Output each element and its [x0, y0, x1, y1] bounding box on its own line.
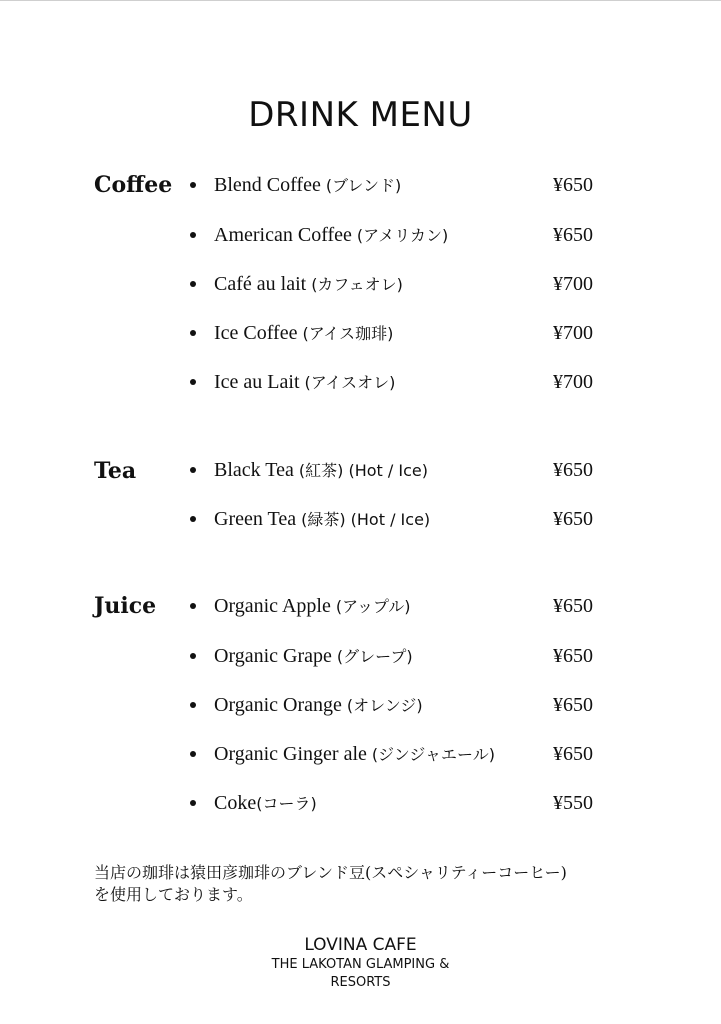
- section-label-tea: Tea: [94, 458, 137, 484]
- item-name: Blend Coffee: [214, 174, 321, 196]
- item-name: Coke: [214, 792, 257, 814]
- item-name-group: [214, 642, 413, 671]
- item-name-group: [214, 319, 393, 348]
- item-price: ¥700: [553, 273, 593, 295]
- item-price: ¥650: [553, 459, 593, 481]
- menu-title: DRINK MENU: [248, 95, 473, 135]
- item-name-jp: (アイス珈琲): [302, 324, 394, 343]
- bullet-icon: [186, 789, 200, 817]
- footer-resort-name: [0, 956, 721, 992]
- item-name-group: [214, 270, 403, 299]
- item-name-jp: (アップル): [335, 597, 411, 616]
- item-price: ¥650: [553, 508, 593, 530]
- item-price: ¥650: [553, 595, 593, 617]
- bullet-icon: [186, 691, 200, 719]
- menu-item: [186, 368, 616, 396]
- item-name-jp: (アメリカン): [356, 226, 449, 245]
- item-name-jp: (オレンジ): [346, 696, 423, 715]
- footer-resort-line1: THE LAKOTAN GLAMPING &: [271, 957, 450, 972]
- menu-item: [186, 221, 616, 249]
- menu-item: [186, 642, 616, 670]
- item-price: ¥650: [553, 224, 593, 246]
- section-label-coffee: Coffee: [94, 172, 173, 198]
- item-name-group: [214, 368, 395, 397]
- bullet-icon: [186, 642, 200, 670]
- item-name: American Coffee: [214, 224, 352, 246]
- menu-item: [186, 789, 616, 817]
- section-label-juice: Juice: [94, 593, 157, 619]
- menu-item: [186, 505, 616, 533]
- item-price: ¥650: [553, 174, 593, 196]
- item-name-group: [214, 740, 495, 769]
- bullet-icon: [186, 505, 200, 533]
- item-name-group: [214, 592, 411, 621]
- item-name: Organic Ginger ale: [214, 743, 367, 765]
- item-name-group: [214, 789, 317, 818]
- item-price: ¥700: [553, 322, 593, 344]
- coffee-bean-note: 当店の珈琲は猿田彦珈琲のブレンド豆(スペシャリティーコーヒー) を使用しております。: [94, 863, 567, 904]
- item-name: Ice Coffee: [214, 322, 298, 344]
- item-name-group: [214, 505, 430, 534]
- bullet-icon: [186, 740, 200, 768]
- item-name-jp: (カフェオレ): [311, 275, 403, 294]
- item-price: ¥650: [553, 743, 593, 765]
- item-name-jp: (グレープ): [336, 647, 413, 666]
- menu-item: [186, 270, 616, 298]
- item-name-group: [214, 221, 448, 250]
- item-name-jp: (コーラ): [256, 794, 317, 813]
- item-name: Black Tea: [214, 459, 294, 481]
- footer-resort-line2: RESORTS: [330, 975, 391, 990]
- item-name-group: [214, 691, 423, 720]
- item-price: ¥550: [553, 792, 593, 814]
- item-name: Green Tea: [214, 508, 297, 530]
- item-name: Café au lait: [214, 273, 307, 295]
- item-name: Organic Orange: [214, 694, 342, 716]
- bullet-icon: [186, 319, 200, 347]
- item-name-jp: (紅茶) (Hot / Ice): [298, 461, 428, 480]
- menu-item: [186, 456, 616, 484]
- bullet-icon: [186, 368, 200, 396]
- menu-item: [186, 319, 616, 347]
- bullet-icon: [186, 221, 200, 249]
- bullet-icon: [186, 270, 200, 298]
- item-name-jp: (緑茶) (Hot / Ice): [301, 510, 431, 529]
- item-name: Organic Apple: [214, 595, 331, 617]
- item-name-jp: (アイスオレ): [304, 373, 396, 392]
- bullet-icon: [186, 456, 200, 484]
- item-price: ¥700: [553, 371, 593, 393]
- item-name: Organic Grape: [214, 645, 332, 667]
- bullet-icon: [186, 171, 200, 199]
- item-price: ¥650: [553, 645, 593, 667]
- menu-item: [186, 171, 616, 199]
- top-border-line: [0, 0, 721, 1]
- bullet-icon: [186, 592, 200, 620]
- item-name-jp: (ブレンド): [325, 176, 402, 195]
- footer-cafe-name: LOVINA CAFE: [304, 935, 417, 955]
- item-name-jp: (ジンジャエール): [371, 745, 495, 764]
- item-name-group: [214, 171, 401, 200]
- item-name: Ice au Lait: [214, 371, 300, 393]
- menu-item: [186, 691, 616, 719]
- item-name-group: [214, 456, 428, 485]
- item-price: ¥650: [553, 694, 593, 716]
- menu-item: [186, 740, 616, 768]
- menu-item: [186, 592, 616, 620]
